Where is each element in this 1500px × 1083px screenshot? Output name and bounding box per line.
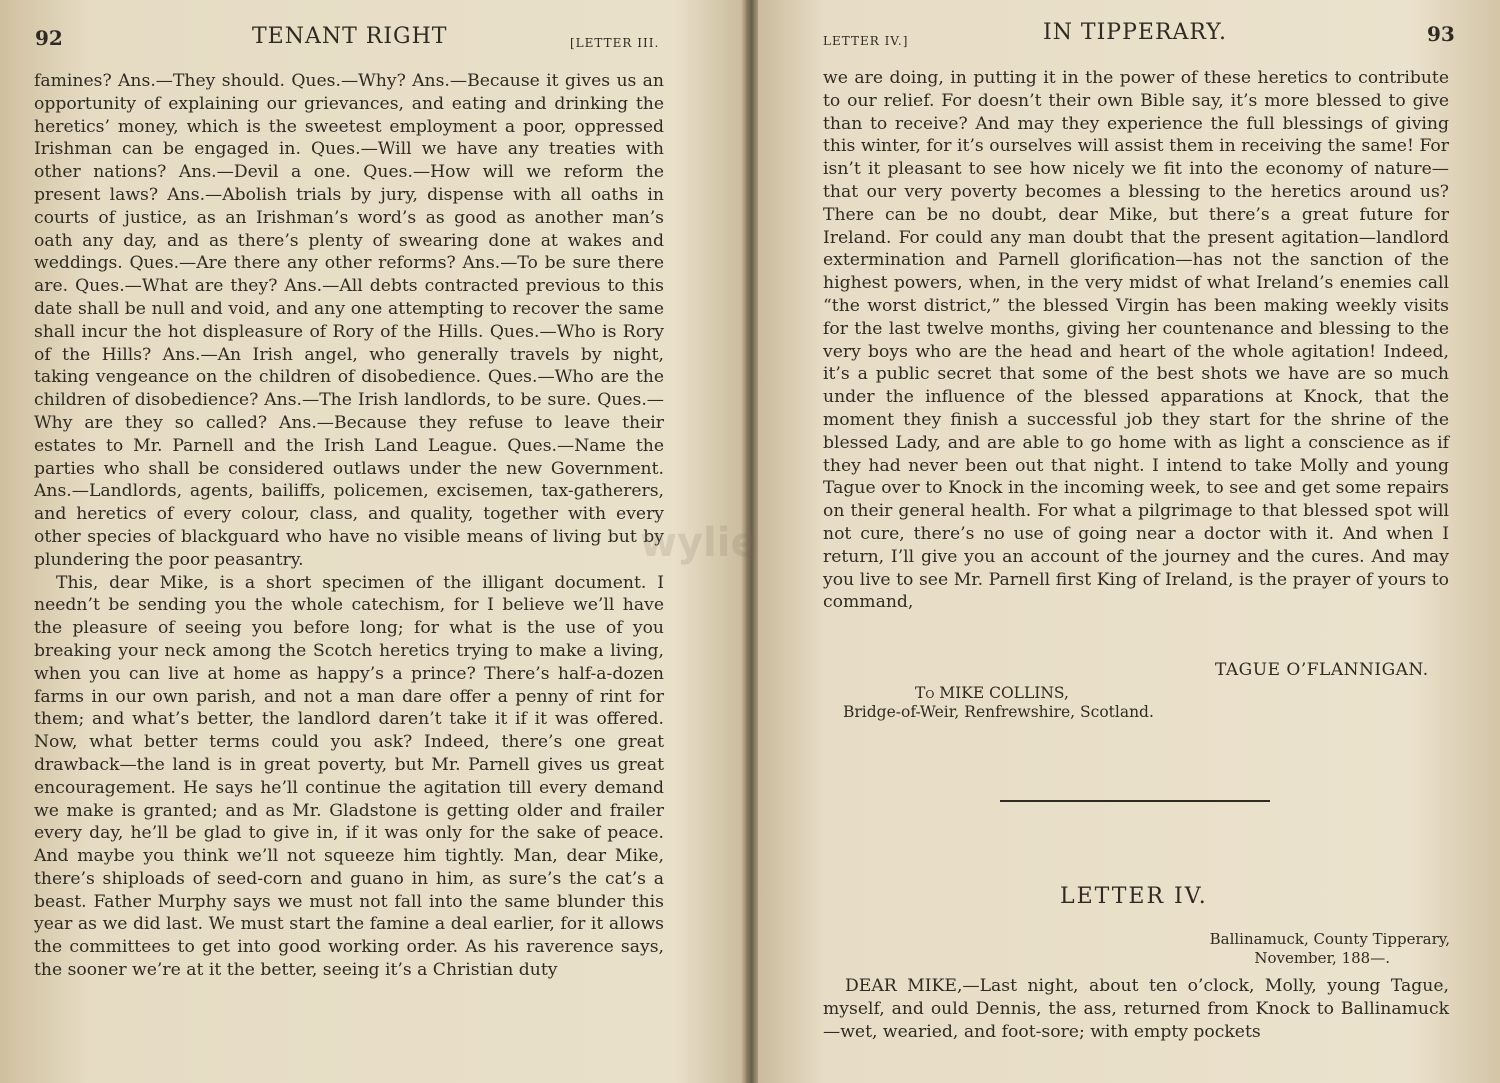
salutation: DEAR MIKE, [845, 976, 963, 996]
right-page [755, 0, 1500, 1083]
paragraph: famines? Ans.—They should. Ques.—Why? Ans.—Because it gives us an opportunity of explaining our grievances, and eating and drinking the heretics’ money, which is the sweetest employment a poor, oppressed Irishman can be engaged in. Ques.—Will we have any treaties with other nations? Ans.—Devil a one. Ques.—How will we reform the present laws? Ans.—Abolish trials by jury, dispense with all oaths in courts of justice, as an Irishman’s word’s as good as another man’s oath any day, and as there’s plenty of swearing done at wakes and weddings. Ques.—Are there any other reforms? Ans.—To be sure there are. Ques.—What are they? Ans.—All debts contracted previous to this date shall be null and void, and any one attempting to recover the same shall incur the hot displeasure of Rory of the Hills. Ques.—Who is Rory of the Hills? Ans.—An Irish angel, who generally travels by night, taking vengeance on the children of disobedience. Ques.—Who are the children of disobedience? Ans.—The Irish landlords, to be sure. Ques.—Why are they so called? Ans.—Because they refuse to leave their estates to Mr. Parnell and the Irish Land League. Ques.—Name the parties who shall be considered outlaws under the new Government. Ans.—Landlords, agents, bailiffs, policemen, excisemen, tax-gatherers, and heretics of every colour, class, and quality, together with every other species of blackguard who have no visible means of living but by plundering the poor peasantry. [34, 71, 664, 570]
dateline-date: November, 188—. [1254, 949, 1390, 967]
page-number: 92 [35, 26, 63, 50]
body-text [34, 70, 664, 982]
body-text [823, 67, 1449, 614]
running-title: TENANT RIGHT [252, 24, 448, 49]
section-divider [1000, 800, 1270, 802]
letter-heading: LETTER IV. [1060, 884, 1208, 909]
left-page [0, 0, 745, 1083]
paragraph: we are doing, in putting it in the power of these heretics to contribute to our relief. For doesn’t their own Bible say, it’s more blessed to give than to receive? And may they experience the full blessings of giving this winter, for it’s ourselves will assist them in receiving the same! For isn’t it pleasant to see how nicely we fit into the economy of nature—that our very poverty becomes a blessing to the heretics around us? There can be no doubt, dear Mike, but there’s a great future for Ireland. For could any man doubt that the present agitation—landlord extermination and Parnell glorification—has not the sanction of the highest powers, when, in the very midst of what Ireland’s enemies call “the worst district,” the blessed Virgin has been making weekly visits for the last twelve months, giving her countenance and blessing to the very boys who are the head and heart of the whole agitation! Indeed, it’s a public secret that some of the best shots we have are so much under the influence of the blessed apparations at Knock, that the moment they finish a successful job they start for the shrine of the blessed Lady, and are able to go home with as light a conscience as if they had never been out that night. I intend to take Molly and young Tague over to Knock in the incoming week, to see and get some repairs on their general health. For what a pilgrimage to that blessed spot will not cure, there’s no use of going near a doctor with it. And when I return, I’ll give you an account of the journey and the cures. And may you live to see Mr. Parnell first King of Ireland, is the prayer of yours to command, [823, 68, 1449, 613]
dateline-place: Ballinamuck, County Tipperary, [1209, 930, 1450, 948]
opening-text: —Last night, about ten o’clock, Molly, young Tague, myself, and ould Dennis, the ass, returned from Knock to Ballinamuck—wet, wearied, and foot-sore; with empty pockets [823, 976, 1449, 1042]
addressee-place: Bridge-of-Weir, Renfrewshire, Scotland. [843, 703, 1154, 721]
dateline [1135, 930, 1450, 968]
signature: TAGUE O’FLANNIGAN. [1215, 660, 1429, 680]
running-letter: [LETTER III. [570, 36, 660, 50]
watermark: wylie [640, 520, 758, 566]
addressee-name: To MIKE COLLINS, [915, 684, 1069, 702]
paragraph: This, dear Mike, is a short specimen of the illigant document. I needn’t be sending you the whole catechism, for I believe we’ll have the pleasure of seeing you before long; for what is the use of you breaking your neck among the Scotch heretics trying to make a living, when you can live at home as happy’s a prince? There’s half-a-dozen farms in our own parish, and not a man dare offer a penny of rint for them; and what’s better, the landlord daren’t take it if it was offered. Now, what better terms could you ask? Indeed, there’s one great drawback—the land is in great poverty, but Mr. Parnell gives us great encouragement. He says he’ll continue the agitation till every demand we make is granted; and as Mr. Gladstone is getting older and frailer every day, he’ll be glad to give in, if it was only for the sake of peace. And maybe you think we’ll not squeeze him tightly. Man, dear Mike, there’s shiploads of seed-corn and guano in him, as sure’s the cat’s a beast. Father Murphy says we must not fall into the same blunder this year as we did last. We must start the famine a deal earlier, for it allows the committees to get into good working order. As his raverence says, the sooner we’re at it the better, seeing it’s a Christian duty [34, 572, 664, 981]
letter-opening [823, 975, 1449, 1043]
running-title: IN TIPPERARY. [1043, 20, 1227, 45]
page-number: 93 [1427, 22, 1455, 46]
running-letter: LETTER IV.] [823, 34, 909, 48]
